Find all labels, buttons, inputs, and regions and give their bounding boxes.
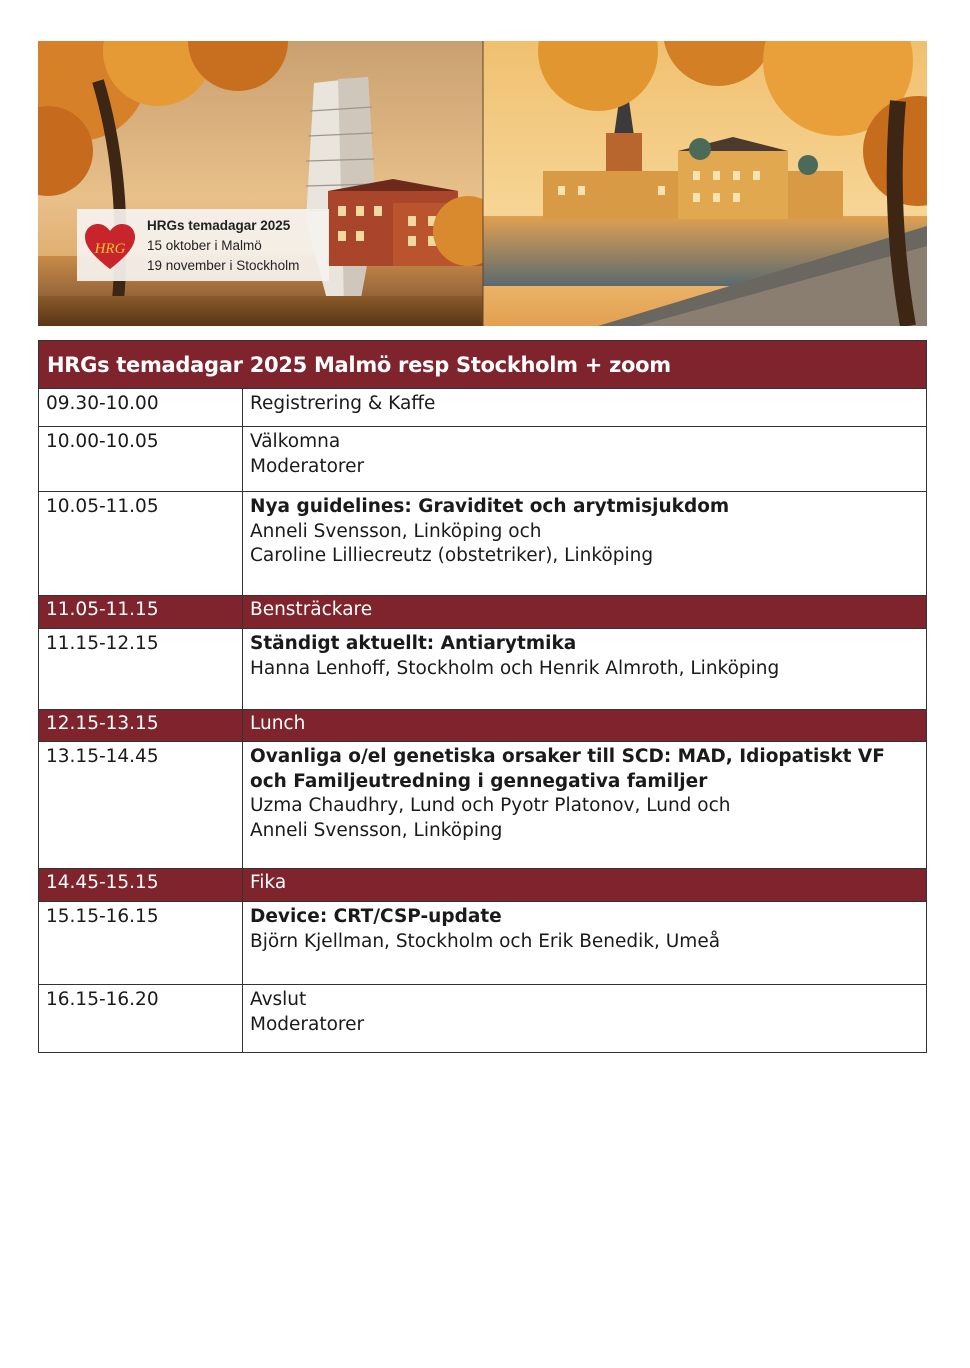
row-text: Registrering & Kaffe <box>250 393 436 414</box>
table-row <box>39 985 926 1052</box>
row-time: 16.15-16.20 <box>39 985 243 1052</box>
session-heading: Ständigt aktuellt: Antiarytmika <box>250 633 577 654</box>
event-title: HRGs temadagar 2025 <box>147 218 291 233</box>
event-date-stockholm: 19 november i Stockholm <box>147 258 300 273</box>
row-time: 14.45-15.15 <box>39 869 243 901</box>
schedule-title: HRGs temadagar 2025 Malmö resp Stockholm + zoom <box>39 341 926 389</box>
row-text: Avslut <box>250 989 307 1010</box>
table-row <box>39 902 926 985</box>
speaker-line: Anneli Svensson, Linköping <box>250 819 503 841</box>
row-content <box>243 629 926 709</box>
break-row <box>39 596 926 629</box>
logo-text: HRG <box>94 241 126 257</box>
break-row <box>39 710 926 742</box>
row-content <box>243 596 926 628</box>
break-label: Lunch <box>250 713 306 734</box>
row-content <box>243 710 926 741</box>
speaker-line: Björn Kjellman, Stockholm och Erik Benedik, Umeå <box>250 930 721 952</box>
row-content <box>243 389 926 426</box>
row-time: 12.15-13.15 <box>39 710 243 741</box>
row-text: Moderatorer <box>250 1013 365 1035</box>
row-time: 10.05-11.05 <box>39 492 243 595</box>
speaker-line: Caroline Lilliecreutz (obstetriker), Linköping <box>250 545 654 566</box>
table-row <box>39 389 926 427</box>
row-text: Moderatorer <box>250 455 365 477</box>
hrg-heart-logo <box>83 222 137 272</box>
table-row <box>39 742 926 869</box>
schedule-table <box>38 340 927 1053</box>
row-time: 09.30-10.00 <box>39 389 243 426</box>
break-row <box>39 869 926 902</box>
row-content <box>243 427 926 491</box>
row-content <box>243 492 926 595</box>
event-info-box <box>77 209 329 281</box>
session-heading: Device: CRT/CSP-update <box>250 906 502 927</box>
row-time: 10.00-10.05 <box>39 427 243 491</box>
row-time: 13.15-14.45 <box>39 742 243 868</box>
session-heading: Nya guidelines: Graviditet och arytmisjukdom <box>250 496 730 517</box>
speaker-line: Hanna Lenhoff, Stockholm och Henrik Almroth, Linköping <box>250 657 780 679</box>
table-row <box>39 629 926 710</box>
table-row <box>39 427 926 492</box>
event-date-malmo: 15 oktober i Malmö <box>147 238 262 253</box>
table-row <box>39 492 926 596</box>
row-time: 15.15-16.15 <box>39 902 243 984</box>
row-content <box>243 742 926 868</box>
row-time: 11.05-11.15 <box>39 596 243 628</box>
autumn-cityscape-illustration <box>38 41 927 326</box>
break-label: Fika <box>250 872 287 893</box>
row-content <box>243 869 926 901</box>
speaker-line: Uzma Chaudhry, Lund och Pyotr Platonov, Lund och <box>250 795 731 816</box>
row-text: Välkomna <box>250 431 341 452</box>
row-content <box>243 902 926 984</box>
speaker-line: Anneli Svensson, Linköping och <box>250 520 542 542</box>
break-label: Bensträckare <box>250 599 373 620</box>
row-content <box>243 985 926 1052</box>
row-time: 11.15-12.15 <box>39 629 243 709</box>
header-banner <box>38 41 927 326</box>
session-heading: Ovanliga o/el genetiska orsaker till SCD: MAD, Idiopatiskt VF och Familjeutredning i gennegativa familjer <box>250 746 885 792</box>
